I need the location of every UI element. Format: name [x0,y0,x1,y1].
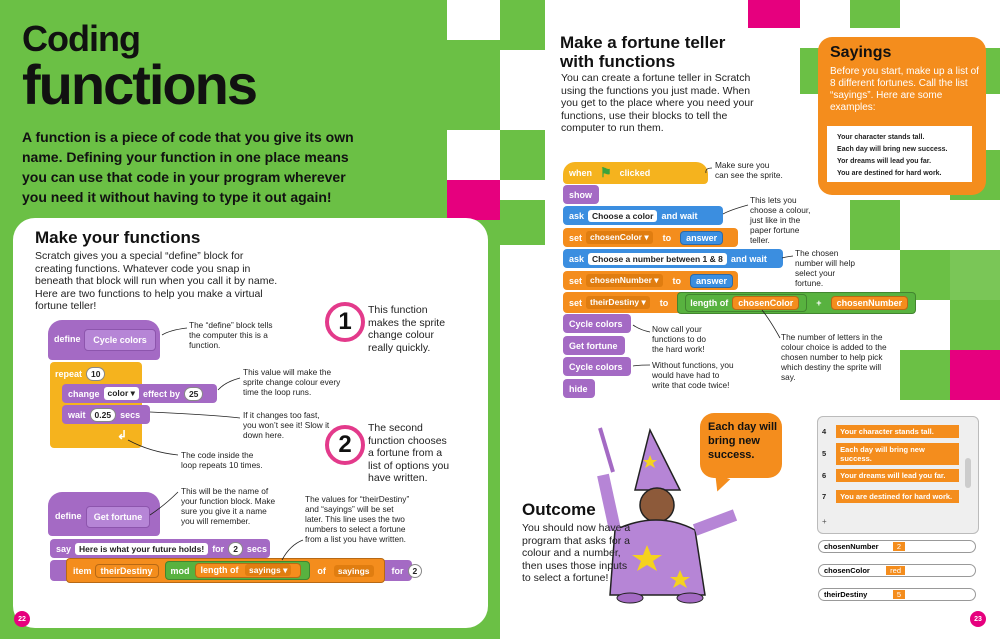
decor-square [950,250,1000,300]
secs-label-2: secs [426,565,447,576]
say-item-block[interactable] [50,560,447,581]
item-label: item [73,565,92,576]
say-secs-amount-2[interactable]: 2 [408,564,423,578]
decor-square [500,0,545,50]
list-value[interactable]: Your dreams will lead you far. [836,469,959,482]
variable-monitor [818,588,976,601]
list-scrollbar[interactable] [965,458,971,488]
change-label: change [68,388,100,399]
decor-square [500,200,545,245]
decor-square [447,180,500,220]
section-body: Scratch gives you a special “define” block for creating functions. Whatever code you snap in beneath that block will run when you call it by name. Here are two functions to help you make a virtual fortune teller! [35,250,278,312]
say-block[interactable] [50,539,270,558]
decor-square [850,0,900,28]
loop-arrow-icon: ↲ [117,428,128,442]
wait-label: wait [68,409,86,420]
decor-square [900,350,950,400]
repeat-count[interactable]: 10 [86,367,105,381]
secs-label: secs [246,543,267,554]
item-of-list[interactable] [66,558,385,583]
list-index: 6 [822,471,827,480]
to-label: to [672,275,682,286]
page-title-line2: functions [22,53,256,116]
list-item [822,468,959,483]
colour-note: This lets you choose a colour, just like in the paper fortune teller. [750,195,811,245]
repeat-label-row [55,367,109,381]
speech-text: Each day will bring new success. [708,421,778,461]
decor-square [748,0,800,28]
call-get-fortune-block[interactable]: Get fortune [563,336,625,355]
call-cycle-colors-block[interactable]: Cycle colors [563,314,631,333]
length-of-label: length of [690,297,729,308]
repeat-note: The code inside the loop repeats 10 times. [181,450,263,470]
list-item [822,446,959,461]
show-block[interactable]: show [563,185,599,204]
effect-by-label: effect by [142,388,180,399]
list-add-button[interactable]: + [822,517,827,526]
when-label: when [569,168,593,178]
effect-amount[interactable]: 25 [184,387,203,401]
secs-label: secs [120,409,141,420]
change-effect-block[interactable] [62,384,217,403]
set-their-destiny-block[interactable] [563,292,908,313]
list-value[interactable]: Your character stands tall. [836,425,959,438]
sayings-examples [827,126,972,182]
letters-note: The number of letters in the colour choice is added to the chosen number to help pick which destiny the sprite will say. [781,332,887,382]
answer-reporter[interactable]: answer [680,231,723,245]
mod-label: mod [170,565,190,576]
variable-name: chosenNumber [824,542,879,551]
wait-amount[interactable]: 0.25 [90,408,117,422]
decor-square [447,0,500,40]
set-chosen-number-block[interactable] [563,271,738,290]
list-index: 7 [822,492,827,501]
step-1-badge: 1 [325,302,365,342]
ask-label: ask [569,253,585,264]
variable-name: theirDestiny [824,590,868,599]
mod-operator[interactable] [165,561,311,580]
list-value[interactable]: You are destined for hard work. [836,490,959,503]
when-flag-clicked-block[interactable] [563,162,708,184]
say-secs-amount[interactable]: 2 [228,542,243,556]
plus-label: + [816,297,822,308]
green-flag-icon: ⚑ [600,165,612,180]
outcome-title: Outcome [522,500,596,519]
saying-example: Your character stands tall. [837,134,925,141]
ask-color-block[interactable] [563,206,723,225]
step-2-text: The second function chooses a fortune from a list of options you have written. [368,422,450,484]
sayings-dropdown[interactable]: sayings ▾ [245,564,291,576]
without-functions-note: Without functions, you would have had to write that code twice! [652,360,734,390]
chosen-number-reporter[interactable]: chosenNumber [831,296,909,310]
page-number-right: 23 [970,611,986,627]
length-of-label: length of [200,565,239,575]
list-index: 5 [822,449,827,458]
decor-square [950,200,1000,250]
set-label: set [569,297,583,308]
number-note: The chosen number will help select your fortune. [795,248,855,288]
chosen-number-dropdown[interactable]: chosenNumber ▾ [586,274,663,287]
set-label: set [569,275,583,286]
saying-example: Yor dreams will lead you far. [837,158,932,165]
ask-label: ask [569,210,585,221]
their-destiny-dropdown[interactable]: theirDestiny ▾ [586,296,650,309]
fortune-teller-body: You can create a fortune teller in Scratch using the functions you just made. When you get to the place where you need your functions, use their blocks to tell the computer to run them. [561,72,754,134]
say-label: say [56,543,72,554]
change-note: This value will make the sprite change colour every time the loop runs. [243,367,341,397]
section-title: Make your functions [35,228,201,247]
list-index: 4 [822,427,827,436]
ask-number-text[interactable]: Choose a number between 1 & 8 [588,253,727,265]
decor-square [950,350,1000,400]
saying-example: Each day will bring new success. [837,146,948,153]
decor-square [500,130,545,180]
their-destiny-reporter[interactable]: theirDestiny [95,564,159,578]
page-title-line1: Coding [22,18,140,59]
decor-square [850,200,900,250]
variable-value: 2 [893,542,905,551]
variable-value: red [886,566,905,575]
step-2-badge: 2 [325,425,365,465]
chosen-color-reporter[interactable]: chosenColor [732,296,799,310]
of-label: of [317,565,326,576]
for-label-2: for [391,565,404,576]
set-chosen-color-block[interactable] [563,228,738,247]
variable-monitor [818,564,976,577]
outcome-body: You should now have a program that asks for a colour and a number, then uses those inputs to select a fortune! [522,522,631,584]
repeat-label: repeat [55,369,83,379]
visible-note: Make sure you can see the sprite. [715,160,783,180]
say-text[interactable]: Here is what your future holds! [75,543,208,555]
sayings-title: Sayings [830,44,892,61]
wait-note: If it changes too fast, you won’t see it! Slow it down here. [243,410,330,440]
list-item [822,489,959,504]
step-1-text: This function makes the sprite change colour really quickly. [368,304,446,354]
page-number-left: 22 [14,611,30,627]
plus-operator[interactable] [677,292,916,314]
decor-square [950,300,1000,350]
saying-example: You are destined for hard work. [837,170,942,177]
fortune-teller-title: Make a fortune teller with functions [560,33,726,71]
set-label: set [569,232,583,243]
length-of-list[interactable] [195,563,302,578]
values-note: The values for “theirDestiny” and “sayings” will be set later. This line uses the two numbers to select a fortune from a list you have written. [305,494,410,544]
sayings-list[interactable]: sayings [334,565,374,577]
intro-text: A function is a piece of code that you give its own name. Defining your function in one place means you can use that code in your program wherever you need it without having to type it out again! [22,129,354,205]
ask-color-text[interactable]: Choose a color [588,210,657,222]
call-cycle-colors-block-2[interactable]: Cycle colors [563,357,631,376]
define-label-2: define [55,511,82,521]
list-item [822,424,959,439]
function-name-cycle-colors[interactable]: Cycle colors [84,329,156,351]
sayings-body: Before you start, make up a list of 8 different fortunes. Call the list “sayings”. Here are some examples: [830,66,979,113]
define-note: The “define” block tells the computer this is a function. [189,320,273,350]
length-of-operator[interactable] [685,294,807,312]
effect-dropdown[interactable]: color ▾ [104,387,139,400]
answer-reporter[interactable]: answer [690,274,733,288]
variable-value: 5 [893,590,905,599]
ask-number-block[interactable] [563,249,783,268]
function-name-get-fortune[interactable]: Get fortune [86,506,150,528]
hide-block[interactable]: hide [563,379,595,398]
name-note: This will be the name of your function block. Make sure you give it a name you will remember. [181,486,276,526]
define-label: define [54,334,81,344]
to-label: to [662,232,672,243]
call-note: Now call your functions to do the hard work! [652,324,706,354]
variable-monitor [818,540,976,553]
and-wait-label: and wait [661,210,698,221]
and-wait-label: and wait [730,253,767,264]
variable-name: chosenColor [824,566,870,575]
to-label: to [659,297,669,308]
decor-square [447,130,500,180]
clicked-label: clicked [619,168,651,178]
for-label: for [212,543,225,554]
wait-block[interactable] [62,405,150,424]
chosen-color-dropdown[interactable]: chosenColor ▾ [586,231,653,244]
list-value[interactable]: Each day will bring new success. [836,443,959,465]
